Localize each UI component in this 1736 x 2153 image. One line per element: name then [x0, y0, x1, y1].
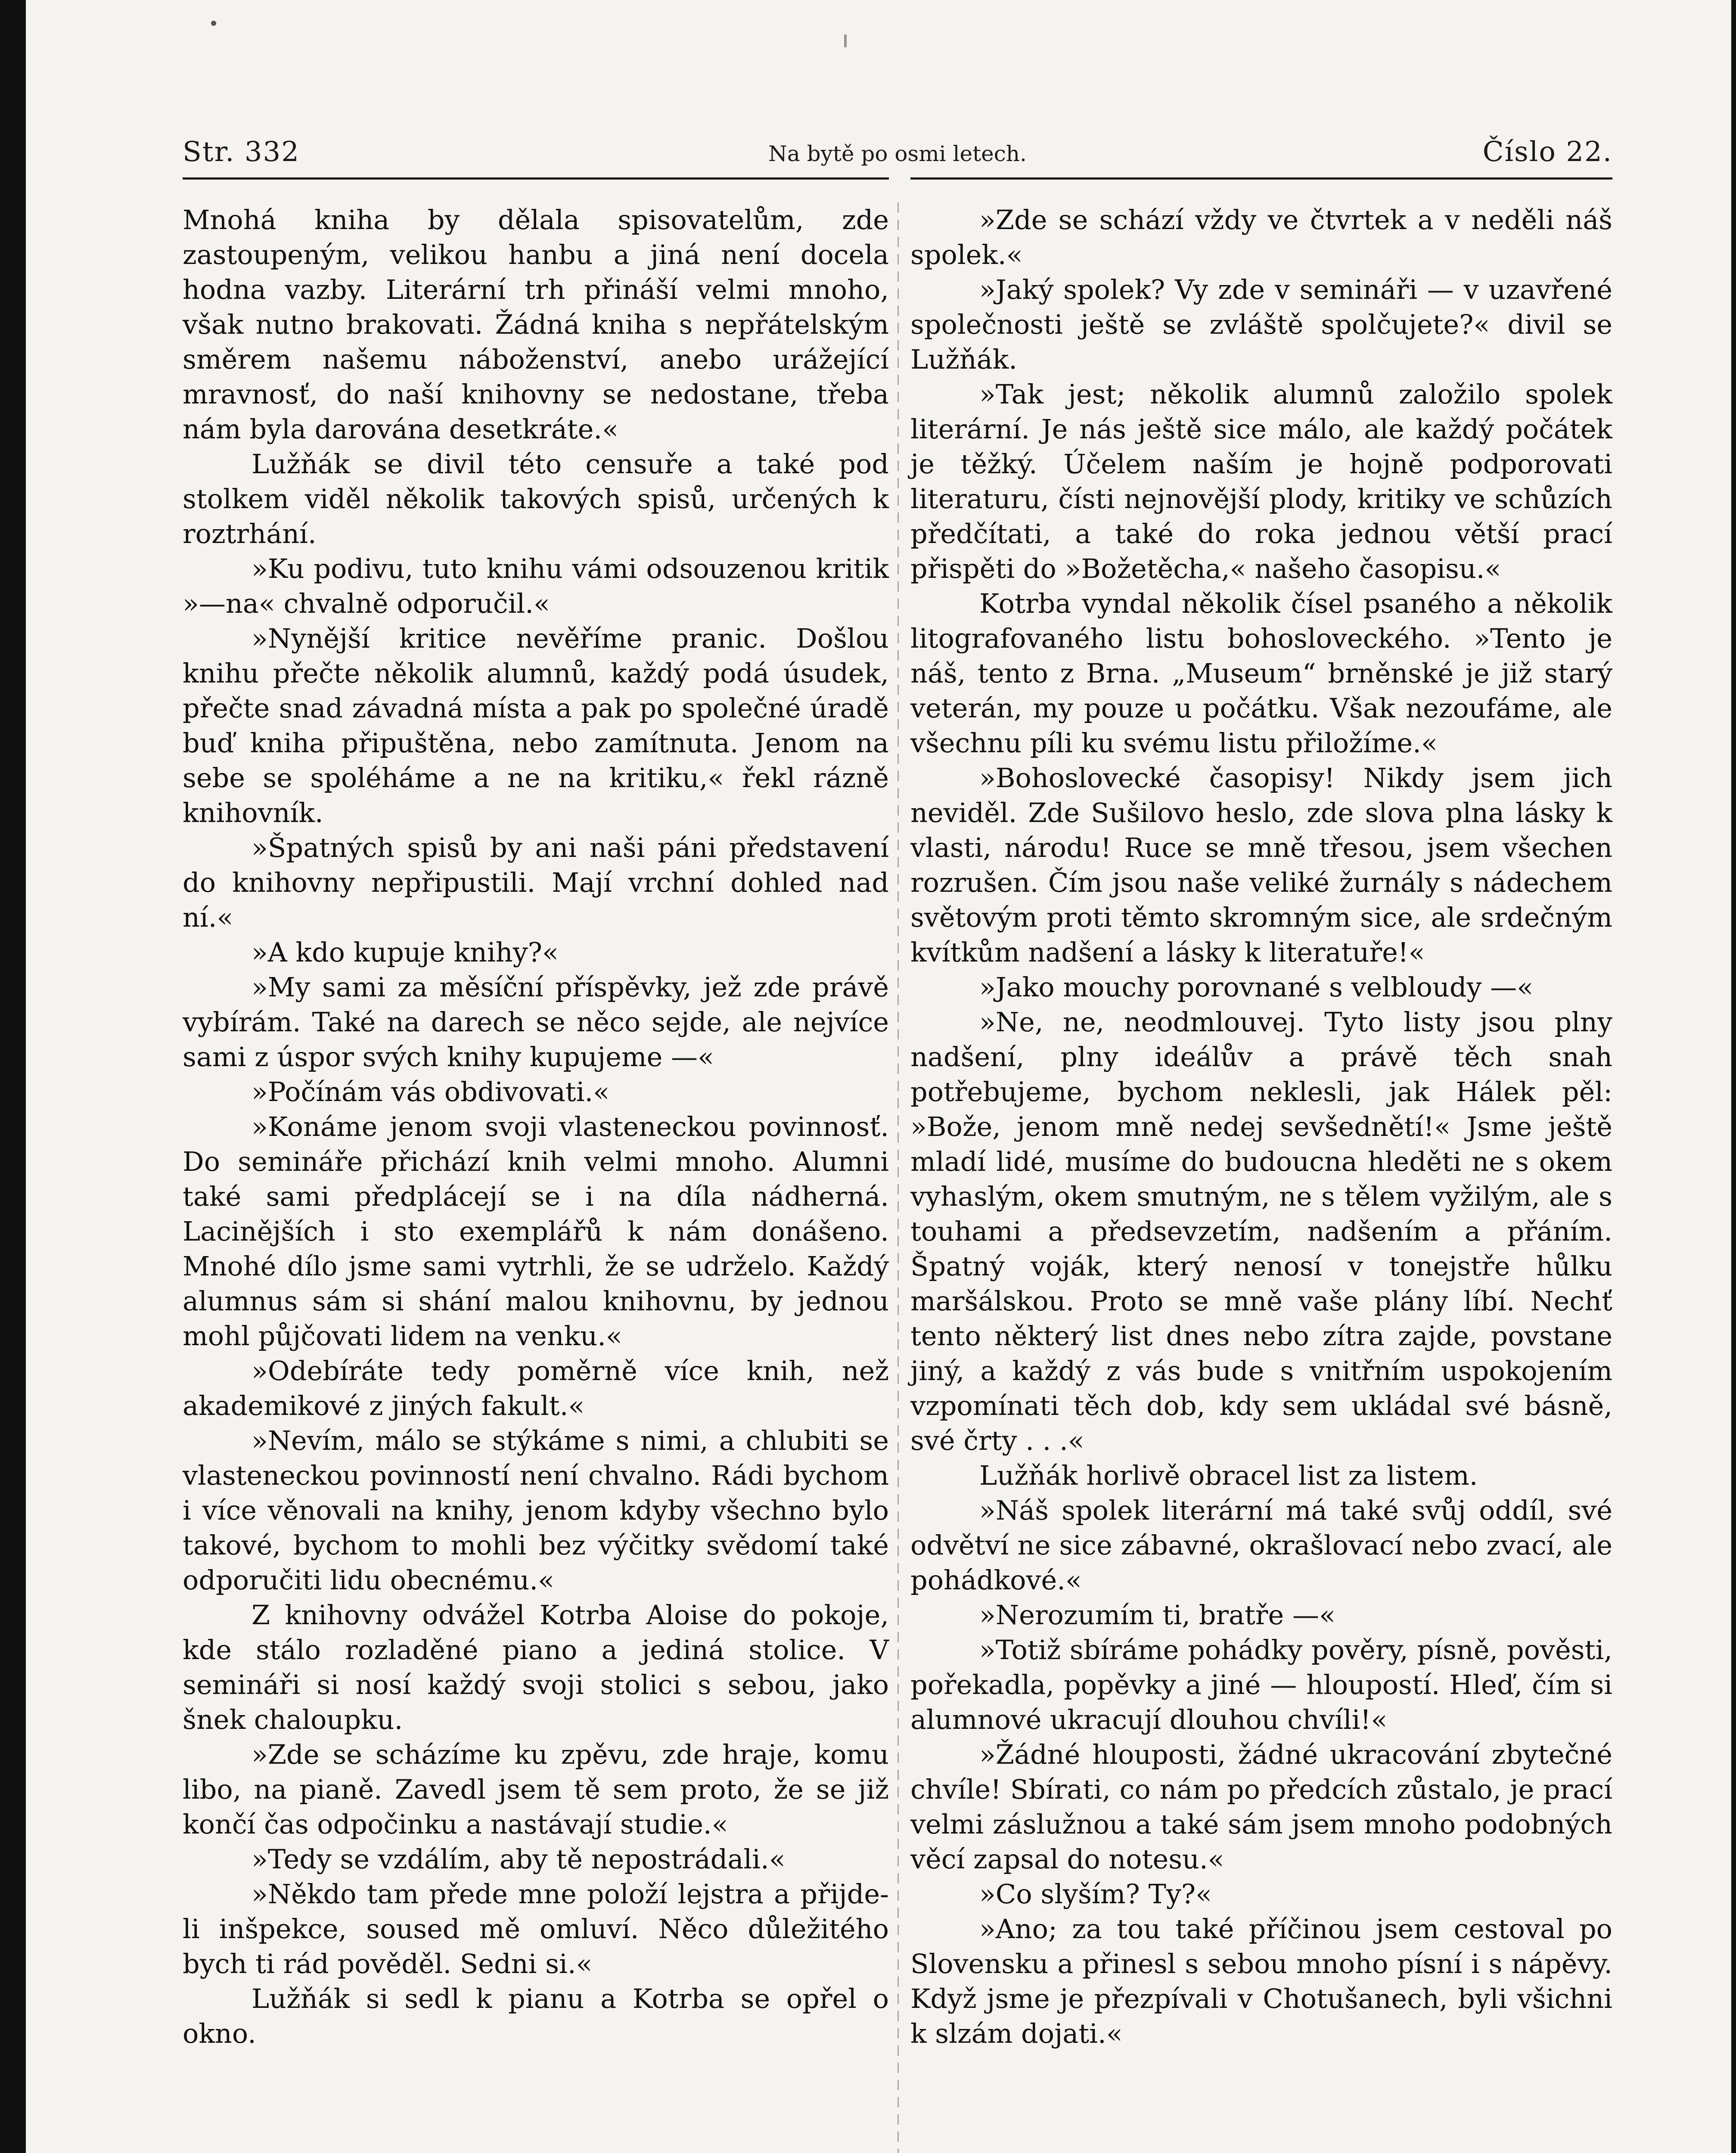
paragraph: »Nynější kritice nevěříme pranic. Došlou knihu přečte několik alumnů, každý podá úsudek, přečte snad závadná místa a pak po společné úradě buď kniha připuštěna, nebo zamítnuta. Jenom na sebe se spoléháme a ne na kritiku,« řekl rázně knihovník. — [183, 623, 889, 828]
left-column — [183, 202, 889, 2051]
paragraph: »Nerozumím ti, bratře —« — [979, 1599, 1335, 1631]
paragraph: »Tak jest; několik alumnů založilo spolek literární. Je nás ještě sice málo, ale každý počátek je těžký. Účelem naším je hojně podporovati literaturu, čísti nejnovější plody, kritiky ve schůzích předčítati, a také do roka jednou větší prací přispěti do »Božetěcha,« našeho časopisu.« — [910, 378, 1612, 584]
scan-speck — [844, 34, 847, 47]
paragraph: »Špatných spisů by ani naši páni představení do knihovny nepřipustili. Mají vrchní dohled nad ní.« — [183, 832, 889, 933]
scan-speck — [211, 21, 216, 26]
page-number: Str. 332 — [183, 136, 300, 168]
paragraph: »Zde se scházíme ku zpěvu, zde hraje, komu libo, na pianě. Zavedl jsem tě sem proto, že se již končí čas odpočinku a nastávají studie.« — [183, 1739, 889, 1840]
paragraph: »Jako mouchy porovnané s velbloudy —« — [979, 971, 1534, 1003]
paragraph: Lužňák si sedl k pianu a Kotrba se opřel o okno. — [183, 1983, 889, 2049]
issue-number: Číslo 22. — [1482, 136, 1612, 168]
paragraph: »Náš spolek literární má také svůj oddíl, své odvětví ne sice zábavné, okrašlovací nebo zvací, ale pohádkové.« — [910, 1495, 1612, 1596]
paragraph: »Někdo tam přede mne položí lejstra a přijde-li inšpekce, soused mě omluví. Něco důležitého bych ti rád pověděl. Sedni si.« — [183, 1878, 889, 1979]
paragraph: »Žádné hlouposti, žádné ukracování zbytečné chvíle! Sbírati, co nám po předcích zůstalo, je prací velmi záslužnou a také sám jsem mnoho podobných věcí zapsal do notesu.« — [910, 1739, 1612, 1875]
paragraph: »Ne, ne, neodmlouvej. Tyto listy jsou plny nadšení, plny ideálův a právě těch snah potřebujeme, bychom neklesli, jak Hálek pěl: »Bože, jenom mně nedej sevšednětí!« Jsme ještě mladí lidé, musíme do budoucna hleděti ne s okem vyhaslým, okem smutným, ne s tělem vyžilým, ale s touhami a předsevzetím, nadšením a přáním. Špatný voják, který nenosí v tonejstře hůlku maršálskou. Proto se mně vaše plány líbí. Nechť tento některý list dnes nebo zítra zajde, povstane jiný, a každý z vás bude s vnitřním uspokojením vzpomínati těch dob, kdy sem ukládal své básně, své črty . . .« — [910, 1006, 1612, 1456]
paragraph: Lužňák horlivě obracel list za listem. — [979, 1460, 1478, 1491]
paragraph: »Zde se schází vždy ve čtvrtek a v neděli náš spolek.« — [910, 204, 1612, 270]
paragraph: Kotrba vyndal několik čísel psaného a několik litografovaného listu bohosloveckého. »Tento je náš, tento z Brna. „Museum“ brněnské je již starý veterán, my pouze u počátku. Však nezoufáme, ale všechnu píli ku svému listu přiložíme.« — [910, 588, 1612, 759]
paragraph: »Nevím, málo se stýkáme s nimi, a chlubiti se vlasteneckou povinností není chvalno. Rádi bychom i více věnovali na knihy, jenom kdyby všechno bylo takové, bychom to mohli bez výčitky svědomí také odporučiti lidu obecnému.« — [183, 1425, 889, 1596]
paragraph: »Jaký spolek? Vy zde v semináři — v uzavřené společnosti ještě se zvláště spolčujete?« divil se Lužňák. — [910, 274, 1612, 375]
paragraph: »My sami za měsíční příspěvky, jež zde právě vybírám. Také na darech se něco sejde, ale nejvíce sami z úspor svých knihy kupujeme —« — [183, 971, 889, 1073]
running-title: Na bytě po osmi letech. — [768, 141, 1027, 166]
paragraph: »Totiž sbíráme pohádky pověry, písně, pověsti, pořekadla, popěvky a jiné — hloupostí. Hleď, čím si alumnové ukracují dlouhou chvíli!« — [910, 1634, 1612, 1735]
page-header — [183, 129, 1612, 177]
paragraph: »Počínám vás obdivovati.« — [252, 1076, 610, 1108]
paragraph: »Co slyším? Ty?« — [979, 1878, 1212, 1910]
paragraph: »Odebíráte tedy poměrně více knih, než akademikové z jiných fakult.« — [183, 1355, 889, 1421]
scanned-page — [26, 0, 1731, 2153]
paragraph: »Konáme jenom svoji vlasteneckou povinnosť. Do semináře přichází knih velmi mnoho. Alumni také sami předplácejí se i na díla nádherná. Lacinějších i sto exemplářů k nám donášeno. Mnohé dílo jsme sami vytrhli, že se udrželo. Každý alumnus sám si shání malou knihovnu, by jednou mohl půjčovati lidem na venku.« — [183, 1111, 889, 1352]
column-divider — [898, 202, 899, 2153]
paragraph: Lužňák se divil této censuře a také pod stolkem viděl několik takových spisů, určených k roztrhání. — [183, 448, 889, 549]
header-rule-right — [910, 177, 1612, 180]
paragraph: »Ku podivu, tuto knihu vámi odsouzenou kritik »—na« chvalně odporučil.« — [183, 553, 889, 619]
paragraph: »Tedy se vzdálím, aby tě nepostrádali.« — [252, 1843, 786, 1875]
header-rule-left — [183, 177, 889, 180]
paragraph: »Ano; za tou také příčinou jsem cestoval po Slovensku a přinesl s sebou mnoho písní i s nápěvy. Když jsme je přezpívali v Chotušanech, byli všichni k slzám dojati.« — [910, 1913, 1612, 2049]
paragraph: »Bohoslovecké časopisy! Nikdy jsem jich neviděl. Zde Sušilovo heslo, zde slova plna lásky k vlasti, národu! Ruce se mně třesou, jsem všechen rozrušen. Čím jsou naše veliké žurnály s nádechem světovým proti těmto skromným sice, ale srdečným kvítkům nadšení a lásky k literatuře!« — [910, 762, 1612, 968]
paragraph: Z knihovny odvážel Kotrba Aloise do pokoje, kde stálo rozladěné piano a jediná stolice. V semináři si nosí každý svoji stolici s sebou, jako šnek chaloupku. — [183, 1599, 889, 1735]
paragraph: Mnohá kniha by dělala spisovatelům, zde zastoupeným, velikou hanbu a jiná není docela hodna vazby. Literární trh přináší velmi mnoho, však nutno brakovati. Žádná kniha s nepřátelským směrem našemu náboženství, anebo urážející mravnosť, do naší knihovny se nedostane, třeba nám byla darována desetkráte.« — [183, 204, 889, 445]
right-column — [910, 202, 1612, 2051]
paragraph: »A kdo kupuje knihy?« — [252, 937, 559, 968]
